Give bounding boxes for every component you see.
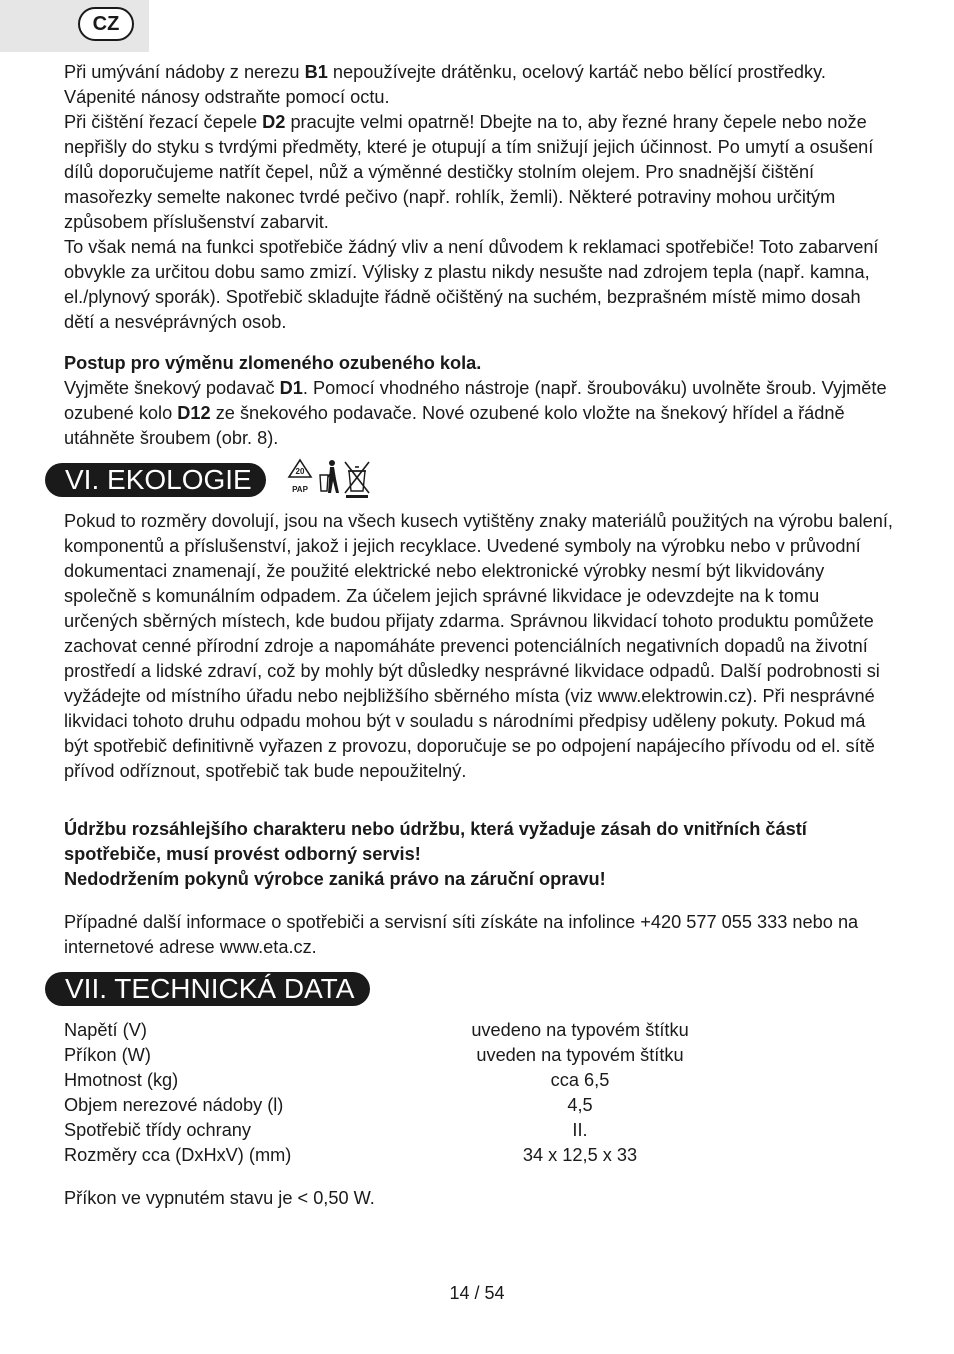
table-row <box>64 1093 740 1118</box>
gear-text: Vyjměte šnekový podavač D1. Pomocí vhodného nástroje (např. šroubováku) uvolněte šroub. Vyjměte ozubené kolo D12 ze šnekového podavače. Nové ozubené kolo vložte na šnekový hřídel a řádně utáhněte šroubem (obr. 8). <box>64 378 887 448</box>
recycle-code: 20 <box>295 467 305 476</box>
ecology-icons <box>286 457 386 499</box>
ecology-text: Pokud to rozměry dovolují, jsou na všech kusech vytištěny znaky materiálů použitých na výrobu balení, komponentů a příslušenství, jakož i jejich recyklace. Uvedené symboly na výrobku nebo v průvodní dokumentaci znamenají, že použité elektrické nebo elektronické výrobky nesmí být likvidovány společně s komunálním odpadem. Za účelem jejich správné likvidace je odevzdejte na k tomu určených sběrných místech, kde budou přijaty zdarma. Správnou likvidací tohoto produktu pomůžete zachovat cenné přírodní zdroje a napomáháte prevenci potenciálních negativních dopadů na životní prostředí a lidské zdraví, což by mohly být důsledky nesprávné likvidace odpadů. Další podrobnosti si vyžádejte od místního úřadu nebo nejbližšího sběrného místa (viz www.elektrowin.cz). Při nesprávné likvidaci tohoto druhu odpadu mohou být v souladu s národními předpisy uděleny pokuty. Pokud má být spotřebič definitivně vyřazen z provozu, doporučuje se po odpojení napájecího přívodu od el. sítě přívod odříznout, spotřebič tak bude nepoužitelný. <box>64 511 893 781</box>
spec-value: 4,5 <box>567 1095 593 1115</box>
table-row <box>64 1068 740 1093</box>
crossed-bin-icon <box>345 462 369 498</box>
section-heading-technical-data: VII. TECHNICKÁ DATA <box>45 972 370 1006</box>
section-heading-ecology: VI. EKOLOGIE <box>45 463 266 497</box>
info-paragraph <box>64 910 894 960</box>
spec-value: uvedeno na typovém štítku <box>471 1020 689 1040</box>
spec-value: 34 x 12,5 x 33 <box>522 1145 638 1165</box>
recycling-pap-20-icon <box>289 460 311 494</box>
table-row <box>64 1118 740 1143</box>
recycle-label: PAP <box>292 485 308 494</box>
page-number: 14 / 54 <box>449 1283 505 1303</box>
info-text: Případné další informace o spotřebiči a servisní síti získáte na infolince +420 577 055 333 nebo na internetové adrese www.eta.cz. <box>64 912 859 957</box>
spec-value: uveden na typovém štítku <box>476 1045 684 1065</box>
standby-paragraph <box>64 1186 894 1211</box>
language-badge: CZ <box>78 7 134 41</box>
service-warning-2: Nedodržením pokynů výrobce zaniká právo na záruční opravu! <box>64 869 606 889</box>
care-text-2: Při čištění řezací čepele D2 pracujte velmi opatrně! Dbejte na to, aby řezné hrany čepele nebo nože nepřišly do styku s tvrdými předměty, které je otupují a tím snižují jejich účinnost. Po umytí a osušení dílů doporučujeme natřít čepel, nůž a výměnné destičky stolním olejem. Pro snadnější čištění masořezky semelte nakonec tvrdé pečivo (např. rohlík, žemli). Některé potraviny mohou určitým způsobem příslušenství zabarvit. <box>64 112 874 232</box>
standby-text: Příkon ve vypnutém stavu je < 0,50 W. <box>64 1188 375 1208</box>
spec-label: Příkon (W) <box>64 1045 151 1065</box>
care-text-1: Při umývání nádoby z nerezu B1 nepoužívejte drátěnku, ocelový kartáč nebo bělící prostředky. Vápenité nánosy odstraňte pomocí octu. <box>64 62 826 107</box>
spec-label: Napětí (V) <box>64 1020 147 1040</box>
spec-value: cca 6,5 <box>550 1070 610 1090</box>
table-row <box>64 1018 740 1043</box>
spec-value: II. <box>572 1120 588 1140</box>
table-row <box>64 1143 740 1168</box>
spec-label: Rozměry cca (DxHxV) (mm) <box>64 1145 292 1165</box>
ecology-paragraph <box>64 509 894 784</box>
service-warning <box>64 817 894 892</box>
gear-paragraph <box>64 351 894 451</box>
spec-label: Spotřebič třídy ochrany <box>64 1120 252 1140</box>
table-row <box>64 1043 740 1068</box>
technical-data-table <box>64 1018 740 1168</box>
spec-label: Objem nerezové nádoby (l) <box>64 1095 284 1115</box>
service-warning-1: Údržbu rozsáhlejšího charakteru nebo údržbu, která vyžaduje zásah do vnitřních částí spotřebiče, musí provést odborný servis! <box>64 819 807 864</box>
care-text-3: To však nemá na funkci spotřebiče žádný vliv a není důvodem k reklamaci spotřebiče! Toto zabarvení obvykle za určitou dobu samo zmizí. Výlisky z plastu nikdy nesušte nad zdrojem tepla (např. kamna, el./plynový sporák). Spotřebič skladujte řádně očištěný na suchém, bezprašném místě mimo dosah dětí a nesvéprávných osob. <box>64 237 879 332</box>
spec-label: Hmotnost (kg) <box>64 1070 179 1090</box>
care-paragraph <box>64 60 894 335</box>
language-tab <box>0 0 149 52</box>
tidyman-icon <box>320 460 339 493</box>
gear-title: Postup pro výměnu zlomeného ozubeného kola. <box>64 353 482 373</box>
